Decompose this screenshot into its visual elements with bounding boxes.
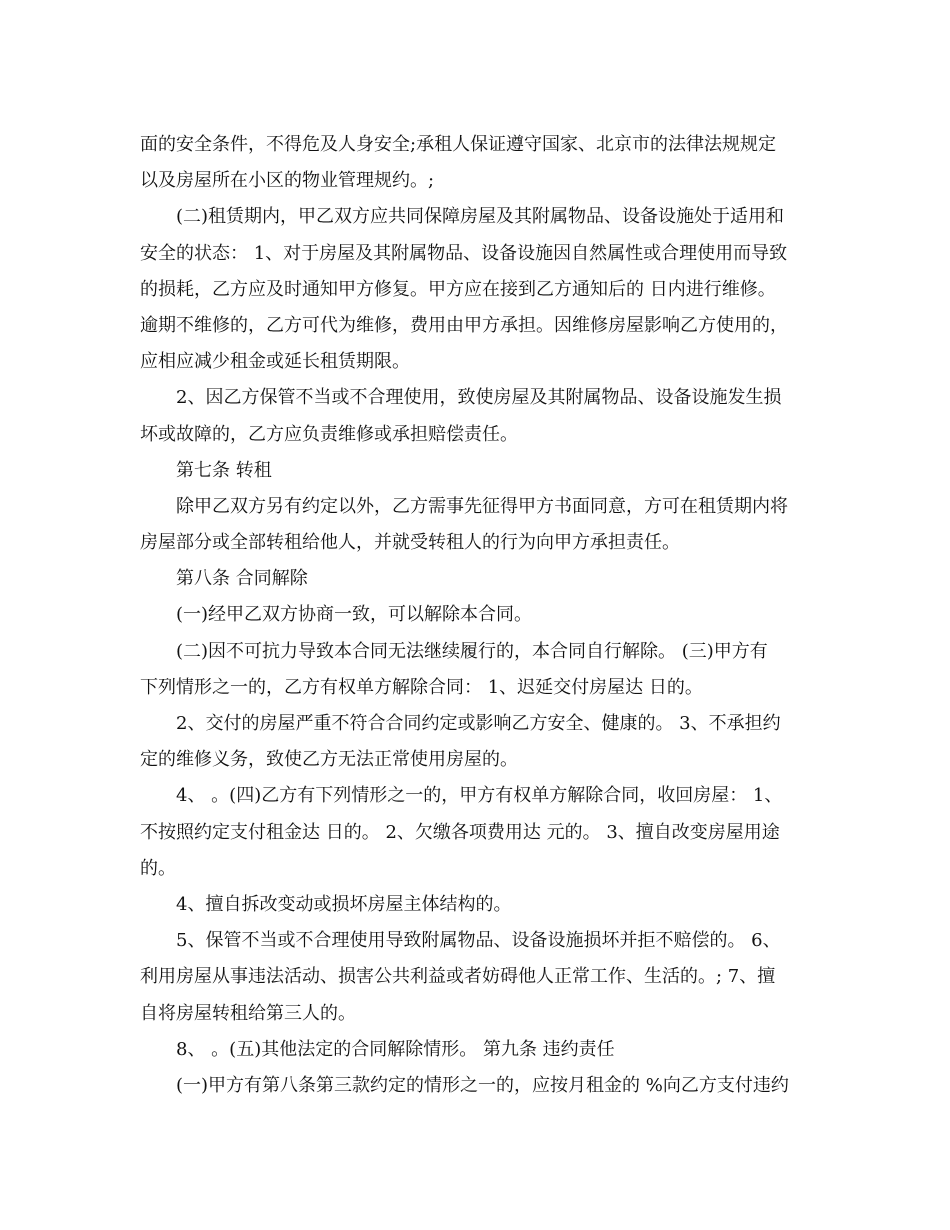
document-text-line: 2、因乙方保管不当或不合理使用，致使房屋及其附属物品、设备设施发生损	[176, 387, 782, 409]
document-text-line: 自将房屋转租给第三人的。	[140, 1002, 356, 1024]
document-text-line: 第八条 合同解除	[176, 568, 308, 590]
document-text-line: 4、擅自拆改变动或损坏房屋主体结构的。	[176, 893, 512, 915]
document-text-line: (一)经甲乙双方协商一致，可以解除本合同。	[176, 604, 533, 626]
document-text-line: 以及房屋所在小区的物业管理规约。;	[140, 170, 435, 192]
document-text-line: 安全的状态： 1、对于房屋及其附属物品、设备设施因自然属性或合理使用而导致	[140, 242, 788, 264]
document-text-line: 利用房屋从事违法活动、损害公共利益或者妨碍他人正常工作、生活的。; 7、擅	[140, 966, 776, 988]
document-text-line: 逾期不维修的，乙方可代为维修，费用由甲方承担。因维修房屋影响乙方使用的，	[140, 314, 788, 336]
document-text-line: 5、保管不当或不合理使用导致附属物品、设备设施损坏并拒不赔偿的。 6、	[176, 930, 781, 952]
document-text-line: 的。	[140, 857, 176, 879]
document-text-line: 的损耗，乙方应及时通知甲方修复。甲方应在接到乙方通知后的 日内进行维修。	[140, 278, 776, 300]
document-text-line: (二)因不可抗力导致本合同无法继续履行的，本合同自行解除。 (三)甲方有	[176, 640, 768, 662]
document-text-line: 下列情形之一的，乙方有权单方解除合同： 1、迟延交付房屋达 日的。	[140, 676, 703, 698]
document-text-line: 除甲乙双方另有约定以外，乙方需事先征得甲方书面同意，方可在租赁期内将	[176, 495, 788, 517]
document-text-line: (一)甲方有第八条第三款约定的情形之一的，应按月租金的 %向乙方支付违约	[176, 1074, 789, 1096]
document-text-line: 8、 。(五)其他法定的合同解除情形。 第九条 违约责任	[176, 1038, 615, 1060]
document-text-line: 坏或故障的，乙方应负责维修或承担赔偿责任。	[140, 423, 518, 445]
document-text-line: 2、交付的房屋严重不符合合同约定或影响乙方安全、健康的。 3、不承担约	[176, 713, 781, 734]
document-text-line: 第七条 转租	[176, 459, 272, 481]
document-text-line: 4、 。(四)乙方有下列情形之一的，甲方有权单方解除合同，收回房屋： 1、	[176, 785, 783, 807]
document-text-line: 定的维修义务，致使乙方无法正常使用房屋的。	[140, 749, 518, 771]
document-text-line: 不按照约定支付租金达 日的。 2、欠缴各项费用达 元的。 3、擅自改变房屋用途	[140, 821, 780, 843]
document-text-line: 应相应减少租金或延长租赁期限。	[140, 351, 410, 373]
document-text-line: 房屋部分或全部转租给他人，并就受转租人的行为向甲方承担责任。	[140, 532, 680, 554]
document-body	[140, 127, 810, 1104]
document-text-line: 面的安全条件，不得危及人身安全;承租人保证遵守国家、北京市的法律法规规定	[140, 134, 777, 155]
document-text-line: (二)租赁期内，甲乙双方应共同保障房屋及其附属物品、设备设施处于适用和	[176, 206, 785, 228]
